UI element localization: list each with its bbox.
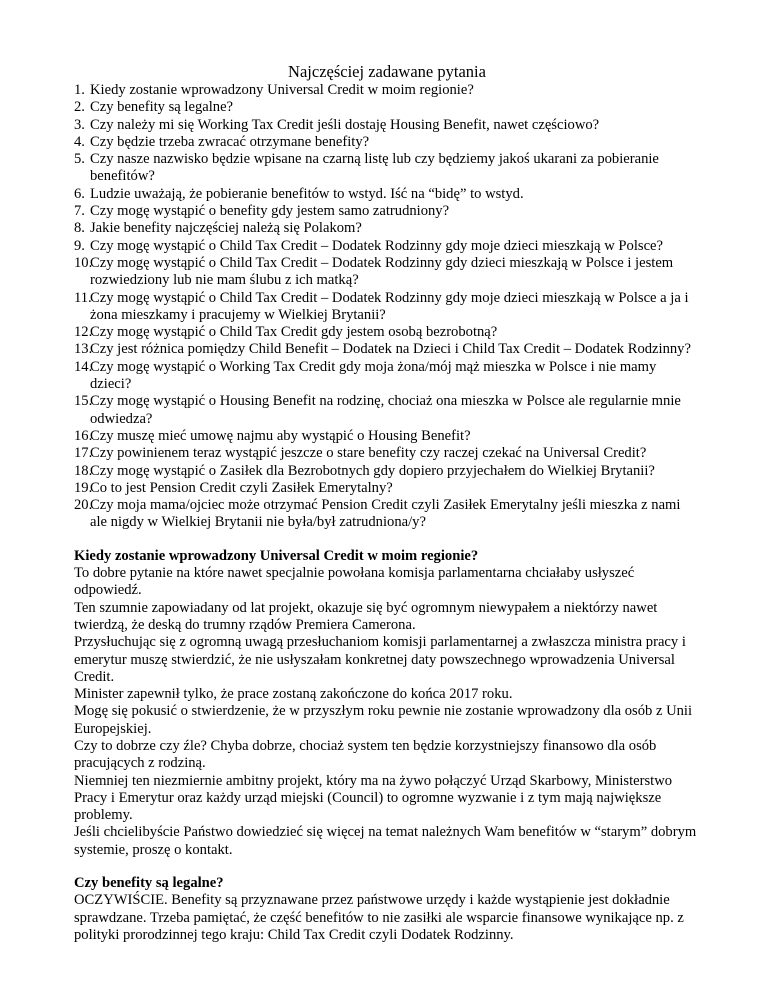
question-number: 9. <box>74 237 85 254</box>
question-item <box>74 428 700 445</box>
question-text: Czy mogę wystąpić o Housing Benefit na rodzinę, chociaż ona mieszka w Polsce ale regularnie mnie odwiedza? <box>90 393 681 427</box>
question-number: 10. <box>74 254 93 271</box>
question-number: 5. <box>74 151 85 168</box>
question-text: Czy należy mi się Working Tax Credit jeśli dostaję Housing Benefit, nawet częściowo? <box>90 116 600 133</box>
question-item <box>74 393 700 428</box>
question-number: 6. <box>74 185 85 202</box>
question-item <box>74 463 700 480</box>
section-paragraph: Przysłuchując się z ogromną uwagą przesłuchaniom komisji parlamentarnej a zwłaszcza ministra pracy i emerytur muszę stwierdzić, że nie usłyszałam konkretnej daty powszechnego wprowadzenia Universal Credit. <box>74 634 686 685</box>
question-text: Co to jest Pension Credit czyli Zasiłek Emerytalny? <box>90 479 393 496</box>
question-number: 3. <box>74 116 85 133</box>
question-number: 1. <box>74 82 85 98</box>
question-text: Czy powinienem teraz wystąpić jeszcze o stare benefity czy raczej czekać na Universal Credit? <box>90 445 647 462</box>
page-title: Najczęściej zadawane pytania <box>288 62 486 81</box>
section-paragraph: Mogę się pokusić o stwierdzenie, że w przyszłym roku pewnie nie zostanie wprowadzony dla osób z Unii Europejskiej. <box>74 703 693 737</box>
section-paragraph: Ten szumnie zapowiadany od lat projekt, okazuje się być ogromnym niewypałem a niektórzy nawet twierdzą, że deską do trumny rządów Premiera Camerona. <box>74 599 658 633</box>
question-number: 15. <box>74 393 93 410</box>
question-item <box>74 238 700 255</box>
question-text: Czy jest różnica pomiędzy Child Benefit – Dodatek na Dzieci i Child Tax Credit – Dodatek Rodzinny? <box>90 341 691 358</box>
question-item <box>74 497 700 532</box>
question-item <box>74 445 700 462</box>
answer-sections <box>74 548 700 945</box>
question-text: Czy mogę wystąpić o Child Tax Credit gdy jestem osobą bezrobotną? <box>90 324 498 341</box>
question-item <box>74 134 700 151</box>
question-text: Czy będzie trzeba zwracać otrzymane benefity? <box>90 133 370 150</box>
question-item <box>74 186 700 203</box>
question-number: 19. <box>74 479 93 496</box>
question-list <box>74 82 700 532</box>
question-item <box>74 255 700 290</box>
question-text: Czy mogę wystąpić o Child Tax Credit – Dodatek Rodzinny gdy dzieci mieszkają w Polsce i jestem rozwiedziony lub nie mam ślubu z ich matką? <box>90 254 674 289</box>
question-text: Czy mogę wystąpić o benefity gdy jestem samo zatrudniony? <box>90 203 450 220</box>
question-text: Czy muszę mieć umowę najmu aby wystąpić o Housing Benefit? <box>90 427 471 444</box>
question-item <box>74 220 700 237</box>
answer-section <box>74 875 700 944</box>
question-number: 8. <box>74 220 85 237</box>
question-item <box>74 324 700 341</box>
question-text: Czy mogę wystąpić o Zasiłek dla Bezrobotnych gdy dopiero przyjechałem do Wielkiej Brytanii? <box>90 462 655 479</box>
question-number: 11. <box>74 289 92 306</box>
question-item <box>74 341 700 358</box>
section-paragraph: To dobre pytanie na które nawet specjalnie powołana komisja parlamentarna chciałaby usłyszeć odpowiedź. <box>74 565 635 599</box>
section-paragraph: Czy to dobrze czy źle? Chyba dobrze, chociaż system ten będzie korzystniejszy finansowo dla osób pracujących z rodziną. <box>74 737 657 772</box>
question-text: Ludzie uważają, że pobieranie benefitów to wstyd. Iść na “bidę” to wstyd. <box>90 185 524 202</box>
question-item <box>74 117 700 134</box>
question-item <box>74 99 700 116</box>
question-text: Czy benefity są legalne? <box>90 99 234 116</box>
section-heading: Kiedy zostanie wprowadzony Universal Credit w moim regionie? <box>74 547 479 564</box>
section-paragraph: Niemniej ten niezmiernie ambitny projekt, który ma na żywo połączyć Urząd Skarbowy, Ministerstwo Pracy i Emerytur oraz każdy urząd miejski (Council) to ogromne wyzwanie i z tym mają największe problemy. <box>74 772 673 824</box>
question-item <box>74 151 700 186</box>
question-number: 2. <box>74 99 85 116</box>
section-heading: Czy benefity są legalne? <box>74 875 224 892</box>
question-number: 18. <box>74 462 93 479</box>
question-number: 17. <box>74 445 93 462</box>
question-item <box>74 203 700 220</box>
question-text: Czy nasze nazwisko będzie wpisane na czarną listę lub czy będziemy jakoś ukarani za pobieranie benefitów? <box>90 151 659 185</box>
question-number: 4. <box>74 133 85 150</box>
question-number: 7. <box>74 203 85 220</box>
section-paragraph: OCZYWIŚCIE. Benefity są przyznawane przez państwowe urzędy i każde wystąpienie jest dokładnie sprawdzane. Trzeba pamiętać, że część benefitów to nie zasiłki ale wsparcie finansowe wynikające np. z polityki prorodzinnej tego kraju: Child Tax Credit czyli Dodatek Rodzinny. <box>74 892 684 943</box>
question-text: Czy moja mama/ojciec może otrzymać Pension Credit czyli Zasiłek Emerytalny jeśli mieszka z nami ale nigdy w Wielkiej Brytanii nie była/był zatrudniona/y? <box>90 497 681 531</box>
question-number: 14. <box>74 358 93 375</box>
question-text: Czy mogę wystąpić o Working Tax Credit gdy moja żona/mój mąż mieszka w Polsce i nie mamy dzieci? <box>90 358 657 393</box>
question-number: 20. <box>74 497 93 514</box>
question-item <box>74 82 700 99</box>
question-item <box>74 290 700 325</box>
question-text: Jakie benefity najczęściej należą się Polakom? <box>90 220 362 237</box>
question-item <box>74 359 700 394</box>
question-text: Kiedy zostanie wprowadzony Universal Credit w moim regionie? <box>90 82 474 98</box>
section-paragraph: Minister zapewnił tylko, że prace zostaną zakończone do końca 2017 roku. <box>74 686 513 703</box>
question-item <box>74 480 700 497</box>
question-number: 12. <box>74 324 93 341</box>
question-number: 16. <box>74 427 93 444</box>
section-paragraph: Jeśli chcielibyście Państwo dowiedzieć się więcej na temat należnych Wam benefitów w “starym” dobrym systemie, proszę o kontakt. <box>74 824 697 858</box>
question-text: Czy mogę wystąpić o Child Tax Credit – Dodatek Rodzinny gdy moje dzieci mieszkają w Polsce a ja i żona mieszkamy i pracujemy w Wielkiej Brytanii? <box>90 289 689 323</box>
question-text: Czy mogę wystąpić o Child Tax Credit – Dodatek Rodzinny gdy moje dzieci mieszkają w Polsce? <box>90 237 664 254</box>
question-number: 13. <box>74 341 93 358</box>
answer-section <box>74 548 700 859</box>
